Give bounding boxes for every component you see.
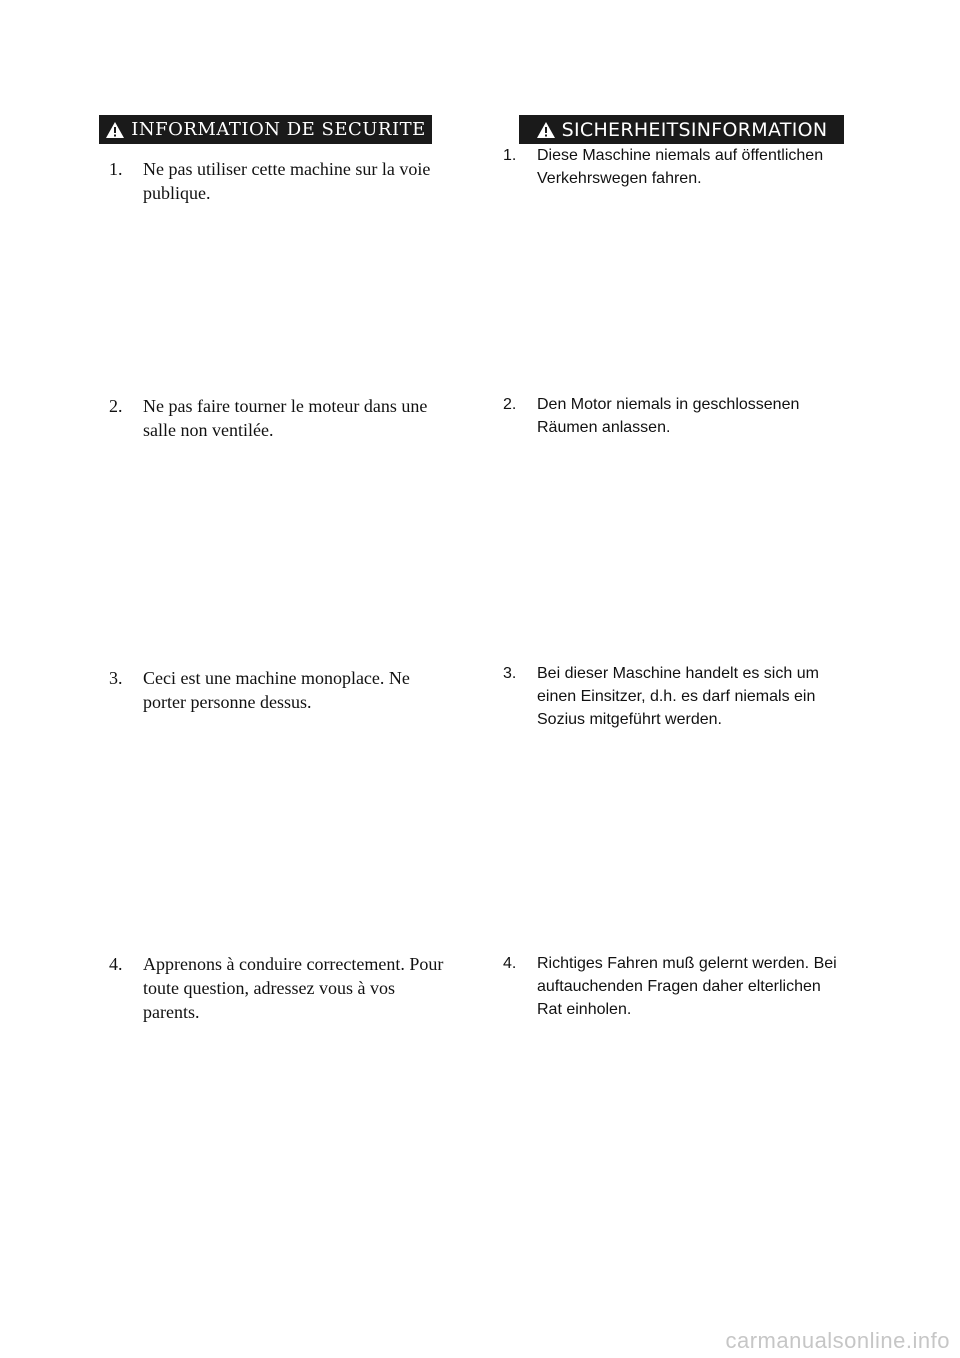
item-text: Diese Maschine niemals auf öffentlichen Verkehrswegen fahren.: [537, 147, 824, 187]
warning-triangle-icon: [105, 121, 125, 139]
item-text: Den Motor niemals in geschlossenen Räumen anlassen.: [537, 396, 800, 436]
item-number: 2.: [109, 396, 123, 416]
heading-french: INFORMATION DE SECURITE: [131, 119, 426, 140]
item-text: Apprenons à conduire correctement. Pour toute question, adressez vous à vos parents.: [143, 954, 444, 1022]
german-item-4: [503, 952, 848, 1021]
french-item-1: [109, 157, 454, 205]
heading-german: SICHERHEITSINFORMATION: [561, 118, 828, 141]
french-item-3: [109, 666, 454, 714]
item-text: Richtiges Fahren muß gelernt werden. Bei auftauchenden Fragen daher elterlichen Rat einholen.: [537, 955, 837, 1018]
german-item-2: [503, 393, 848, 439]
french-item-2: [109, 394, 454, 442]
item-text: Ceci est une machine monoplace. Ne porter personne dessus.: [143, 668, 410, 712]
item-text: Ne pas utiliser cette machine sur la voie publique.: [143, 159, 431, 203]
german-item-1: [503, 144, 848, 190]
item-number: 1.: [503, 147, 517, 164]
french-item-4: [109, 952, 454, 1024]
watermark: carmanualsonline.info: [725, 1328, 950, 1353]
item-number: 4.: [109, 954, 123, 974]
warning-triangle-icon: [536, 121, 556, 139]
item-number: 2.: [503, 396, 517, 413]
item-text: Ne pas faire tourner le moteur dans une salle non ventilée.: [143, 396, 428, 440]
item-number: 3.: [109, 668, 123, 688]
heading-banner-german: [519, 115, 844, 144]
item-number: 1.: [109, 159, 123, 179]
heading-banner-french: [99, 115, 432, 144]
item-text: Bei dieser Maschine handelt es sich um einen Einsitzer, d.h. es darf niemals ein Sozius mitgeführt werden.: [537, 665, 819, 728]
item-number: 4.: [503, 955, 517, 972]
german-item-3: [503, 662, 848, 731]
item-number: 3.: [503, 665, 517, 682]
